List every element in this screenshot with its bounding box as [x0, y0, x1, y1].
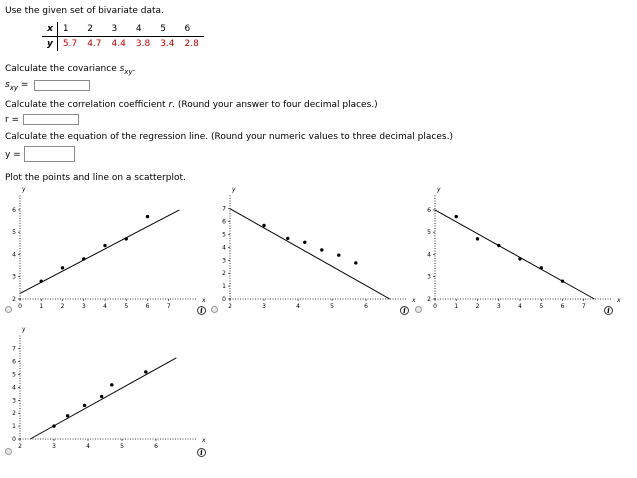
x-tick-label: 5	[330, 303, 334, 310]
y-tick-label: 6	[12, 358, 16, 366]
y-tick-label: 1	[12, 423, 16, 431]
covariance-label: $s_{xy}$ =	[5, 80, 29, 92]
x-tick-label: 5	[539, 303, 544, 310]
y-cell: 2.8	[184, 39, 199, 49]
y-axis-label: y	[232, 186, 236, 193]
data-point	[103, 244, 106, 247]
y-tick-label: 4	[427, 251, 431, 259]
x-tick-label: 2	[228, 303, 232, 310]
y-cell: 5.7	[62, 39, 78, 49]
x-tick-label: 3	[496, 303, 501, 310]
x-tick-label: 4	[103, 303, 107, 310]
regression-line	[30, 358, 176, 439]
scatter-plot-2	[210, 186, 415, 316]
x-tick-label: 0	[433, 303, 437, 310]
data-point	[286, 237, 289, 240]
x-tick-label: 6	[145, 303, 150, 310]
data-point	[518, 257, 521, 260]
x-tick-label: 7	[581, 303, 586, 310]
x-tick-label: 1	[454, 303, 459, 310]
x-tick-label: 6	[364, 303, 368, 310]
data-point	[476, 237, 479, 240]
scatter-prompt: Plot the points and line on a scatterplot.	[5, 173, 186, 183]
y-tick-label: 3	[427, 273, 431, 281]
y-tick-label: 3	[12, 273, 16, 281]
scatter-plot-4	[0, 326, 210, 456]
y-tick-label: 6	[12, 206, 16, 214]
x-tick-label: 5	[120, 443, 124, 450]
data-point	[455, 215, 458, 218]
x-tick-label: 1	[39, 303, 44, 310]
x-tick-label: 3	[262, 303, 266, 310]
data-point	[540, 266, 543, 269]
data-point	[125, 237, 128, 240]
y-tick-label: 1	[222, 283, 226, 291]
x-cell: 3	[107, 22, 131, 37]
info-icon[interactable]: i	[197, 448, 206, 457]
x-cell: 2	[82, 22, 106, 37]
data-point	[110, 383, 113, 386]
y-tick-label: 5	[222, 231, 226, 239]
data-table	[42, 22, 204, 51]
y-row	[42, 37, 204, 52]
y-tick-label: 2	[12, 296, 16, 303]
data-point	[83, 404, 86, 407]
x-tick-label: 4	[86, 443, 90, 450]
scatter-plot-1	[0, 186, 210, 316]
data-point	[354, 261, 357, 264]
y-tick-label: 2	[222, 270, 226, 278]
x-cell: 4	[131, 22, 155, 37]
data-point	[144, 370, 147, 373]
regression-label: y =	[5, 150, 21, 160]
data-point	[61, 266, 64, 269]
y-tick-label: 4	[12, 251, 16, 259]
y-axis-label: y	[437, 186, 441, 193]
data-point	[100, 395, 103, 398]
data-point	[337, 253, 340, 256]
y-tick-label: 3	[12, 397, 16, 405]
y-tick-label: 7	[222, 205, 226, 213]
y-cell: 4.7	[87, 39, 102, 49]
y-axis-label: y	[22, 186, 26, 193]
data-point	[497, 244, 500, 247]
data-point	[66, 414, 69, 417]
x-tick-label: 2	[18, 443, 22, 450]
x-row	[42, 22, 204, 37]
correlation-label: r =	[5, 115, 20, 125]
info-icon[interactable]: i	[400, 306, 409, 315]
x-axis-label: x	[617, 297, 621, 304]
x-tick-label: 2	[475, 303, 480, 310]
y-cell: 4.4	[111, 39, 126, 49]
y-tick-label: 0	[12, 436, 16, 443]
y-tick-label: 0	[222, 296, 226, 303]
data-point	[52, 424, 55, 427]
y-header: y	[42, 37, 57, 52]
y-tick-label: 3	[222, 257, 226, 265]
x-tick-label: 4	[518, 303, 522, 310]
y-cell: 3.8	[135, 39, 151, 49]
data-point	[320, 248, 323, 251]
data-point	[262, 224, 265, 227]
x-cell: 5	[155, 22, 179, 37]
data-point	[82, 257, 85, 260]
covariance-prompt: Calculate the covariance $s_{xy}$.	[5, 64, 136, 76]
regression-line	[230, 209, 390, 299]
regression-line	[20, 210, 179, 294]
regression-prompt: Calculate the equation of the regression line. (Round your numeric values to three decimal places.)	[5, 132, 453, 142]
y-tick-label: 2	[12, 410, 16, 418]
x-tick-label: 3	[81, 303, 86, 310]
y-tick-label: 6	[222, 218, 226, 226]
x-tick-label: 4	[296, 303, 300, 310]
data-point	[561, 279, 564, 282]
x-axis-label: x	[412, 297, 416, 304]
y-tick-label: 4	[12, 384, 16, 392]
data-point	[40, 279, 43, 282]
y-tick-label: 6	[427, 206, 431, 214]
scatter-plot-3	[415, 186, 620, 316]
info-icon[interactable]: i	[197, 306, 206, 315]
x-tick-label: 6	[560, 303, 565, 310]
x-tick-label: 0	[18, 303, 22, 310]
info-icon[interactable]: i	[604, 306, 613, 315]
y-tick-label: 5	[427, 229, 431, 237]
y-tick-label: 2	[427, 296, 431, 303]
x-header: x	[42, 22, 57, 37]
x-tick-label: 2	[60, 303, 65, 310]
correlation-prompt: Calculate the correlation coefficient r. (Round your answer to four decimal places.)	[5, 100, 378, 110]
intro-text: Use the given set of bivariate data.	[5, 6, 164, 16]
y-tick-label: 5	[12, 371, 16, 379]
y-tick-label: 7	[12, 345, 16, 353]
y-tick-label: 5	[12, 229, 16, 237]
x-axis-label: x	[202, 297, 206, 304]
data-point	[146, 215, 149, 218]
x-tick-label: 7	[166, 303, 171, 310]
x-cell: 6	[180, 22, 204, 37]
x-tick-label: 6	[154, 443, 158, 450]
x-axis-label: x	[202, 437, 206, 444]
covariance-input[interactable]	[34, 80, 90, 91]
regression-line	[435, 210, 594, 299]
regression-input[interactable]	[24, 146, 75, 162]
y-cell: 3.4	[160, 39, 175, 49]
y-axis-label: y	[22, 326, 26, 333]
x-tick-label: 3	[52, 443, 56, 450]
y-tick-label: 4	[222, 244, 226, 252]
data-point	[303, 241, 306, 244]
correlation-input[interactable]	[23, 114, 79, 125]
x-cell: 1	[57, 22, 82, 37]
x-tick-label: 5	[124, 303, 129, 310]
